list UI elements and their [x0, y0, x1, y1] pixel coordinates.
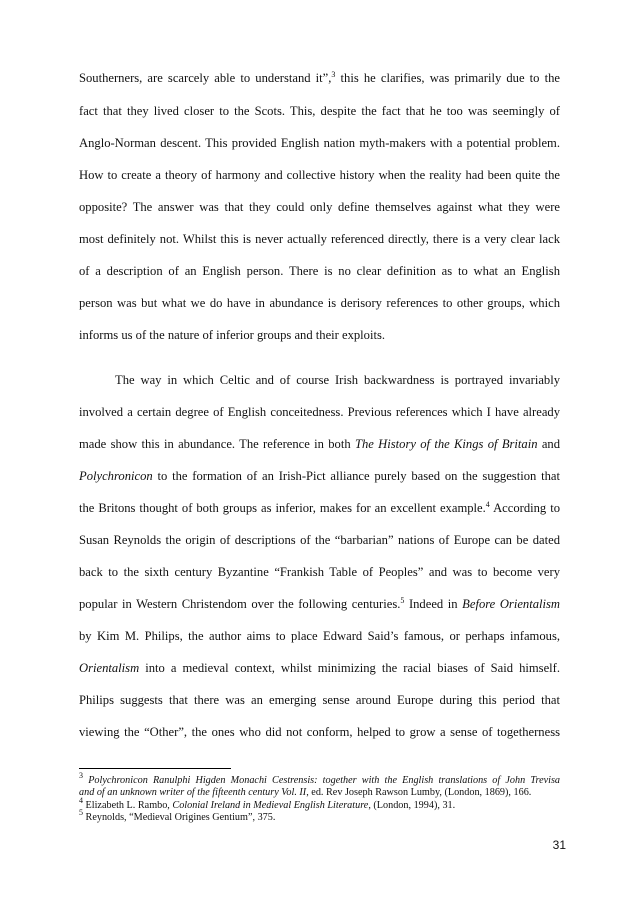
- body-line: [79, 70, 560, 86]
- italic-title: Polychronicon: [79, 469, 153, 483]
- text-run: into a medieval context, whilst minimizing the racial biases of Said himself.: [139, 661, 560, 675]
- text-run: the Britons thought of both groups as inferior, makes for an excellent example.: [79, 501, 486, 515]
- text-run: popular in Western Christendom over the following centuries.: [79, 597, 401, 611]
- italic-title: Before Orientalism: [462, 597, 560, 611]
- body-line: [79, 199, 560, 215]
- italic-title: Orientalism: [79, 661, 140, 675]
- italic-title: and of an unknown writer of the fifteenth century Vol. II: [79, 787, 307, 798]
- footnote-separator: [79, 768, 231, 769]
- text-run: Anglo-Norman descent. This provided English nation myth-makers with a potential problem.: [79, 136, 560, 150]
- body-line: [79, 103, 560, 119]
- text-run: viewing the “Other”, the ones who did not conform, helped to grow a sense of togetherness: [79, 725, 560, 739]
- italic-title: Colonial Ireland in Medieval English Literature: [172, 800, 369, 811]
- text-run: The way in which Celtic and of course Irish backwardness is portrayed invariably: [115, 373, 560, 387]
- text-run: this he clarifies, was primarily due to the: [335, 71, 560, 85]
- footnote-marker: 5: [400, 596, 405, 605]
- body-line: [79, 500, 560, 516]
- body-line: [79, 468, 560, 484]
- body-line: [79, 135, 560, 151]
- body-line: [79, 564, 560, 580]
- footnote-marker: 3: [79, 771, 83, 780]
- page-number: 31: [552, 838, 566, 852]
- text-run: Reynolds, “Medieval Origines Gentium”, 375.: [83, 812, 276, 823]
- text-run: , ed. Rev Joseph Rawson Lumby, (London, 1869), 166.: [306, 787, 532, 798]
- body-line: [79, 436, 560, 452]
- text-run: made show this in abundance. The reference in both: [79, 437, 355, 451]
- body-line: [79, 327, 560, 343]
- text-run: and: [537, 437, 561, 451]
- footnote-marker: 4: [79, 796, 83, 805]
- text-run: Southerners, are scarcely able to understand it”,: [79, 71, 332, 85]
- text-run: of a description of an English person. There is no clear definition as to what an English: [79, 264, 560, 278]
- text-run: person was but what we do have in abundance is derisory references to other groups, which: [79, 296, 560, 310]
- italic-title: The History of the Kings of Britain: [354, 437, 538, 451]
- text-run: Indeed in: [404, 597, 463, 611]
- text-run: Philips suggests that there was an emerging sense around Europe during this period that: [79, 693, 560, 707]
- body-line: [115, 372, 560, 388]
- text-run: most definitely not. Whilst this is never actually referenced directly, there is a very clear lack: [79, 232, 560, 246]
- text-run: back to the sixth century Byzantine “Frankish Table of Peoples” and was to become very: [79, 565, 560, 579]
- footnote-marker: 5: [79, 808, 83, 817]
- text-run: opposite? The answer was that they could only define themselves against what they were: [79, 200, 560, 214]
- text-run: Susan Reynolds the origin of descriptions of the “barbarian” nations of Europe can be dated: [79, 533, 560, 547]
- text-run: fact that they lived closer to the Scots. This, despite the fact that he too was seemingly of: [79, 104, 560, 118]
- body-line: [79, 628, 560, 644]
- footnote: [79, 787, 560, 799]
- text-run: , (London, 1994), 31.: [368, 800, 456, 811]
- body-line: [79, 231, 560, 247]
- footnote: [79, 808, 560, 824]
- body-line: [79, 660, 560, 676]
- body-line: [79, 692, 560, 708]
- body-line: [79, 404, 560, 420]
- footnote-marker: 4: [485, 500, 490, 509]
- body-line: [79, 532, 560, 548]
- text-run: involved a certain degree of English conceitedness. Previous references which I have already: [79, 405, 560, 419]
- body-line: [79, 167, 560, 183]
- text-run: Elizabeth L. Rambo,: [83, 800, 173, 811]
- footnote: [79, 796, 560, 812]
- footnote-marker: 3: [331, 70, 336, 79]
- body-line: [79, 295, 560, 311]
- footnote: [79, 771, 561, 787]
- text-run: to the formation of an Irish-Pict alliance purely based on the suggestion that: [152, 469, 560, 483]
- text-run: According to: [489, 501, 560, 515]
- body-line: [79, 724, 560, 740]
- text-run: informs us of the nature of inferior groups and their exploits.: [79, 328, 386, 342]
- body-line: [79, 263, 560, 279]
- text-run: How to create a theory of harmony and collective history when the reality had been quite the: [79, 168, 560, 182]
- italic-title: Polychronicon Ranulphi Higden Monachi Cestrensis: together with the English translations of John Trevisa: [88, 775, 561, 786]
- body-line: [79, 596, 560, 612]
- text-run: by Kim M. Philips, the author aims to place Edward Said’s famous, or perhaps infamous,: [79, 629, 560, 643]
